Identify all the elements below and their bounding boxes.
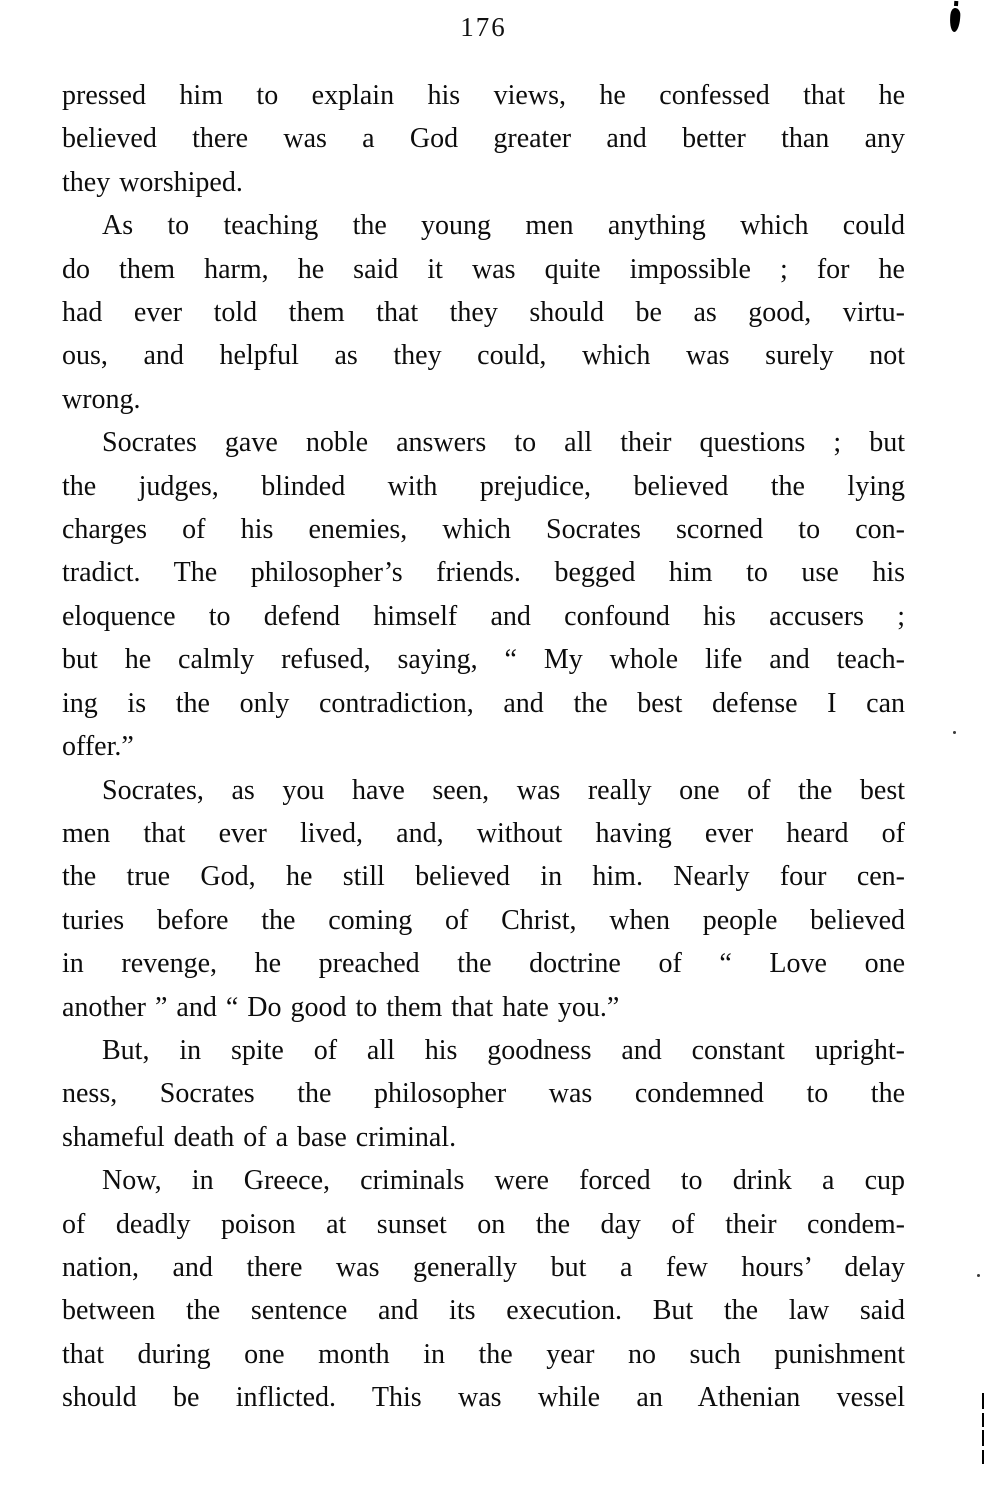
text-line: of deadly poison at sunset on the day of their condem- [62, 1208, 905, 1240]
text-line: the true God, he still believed in him. Nearly four cen- [62, 861, 905, 893]
text-line: ous, and helpful as they could, which was surely not [62, 340, 905, 372]
text-line: ing is the only contradiction, and the best defense I can [62, 687, 905, 719]
text-line: wrong. [62, 383, 141, 415]
text-line: had ever told them that they should be as good, virtu- [62, 297, 905, 329]
text-line: Socrates gave noble answers to all their questions ; but [102, 427, 905, 459]
text-line: But, in spite of all his goodness and constant upright- [102, 1034, 905, 1066]
text-line: pressed him to explain his views, he confessed that he [62, 80, 905, 111]
text-line: charges of his enemies, which Socrates scorned to con- [62, 514, 905, 546]
ink-blot-artifact [949, 8, 961, 33]
text-line: shameful death of a base criminal. [62, 1121, 457, 1153]
scan-line-artifact [982, 1393, 984, 1467]
text-line: nation, and there was generally but a few hours’ delay [62, 1251, 905, 1283]
text-line: turies before the coming of Christ, when people believed [62, 904, 905, 936]
text-line: should be inflicted. This was while an Athenian vessel [62, 1382, 905, 1414]
text-line: Socrates, as you have seen, was really one of the best [102, 774, 905, 806]
ink-speck [953, 731, 956, 734]
ink-speck [977, 1274, 980, 1277]
text-line: As to teaching the young men anything which could [102, 210, 905, 242]
text-line: that during one month in the year no such punishment [62, 1338, 905, 1370]
text-line: they worshiped. [62, 166, 243, 198]
page-number: 176 [460, 12, 507, 42]
text-line: in revenge, he preached the doctrine of “ Love one [62, 948, 905, 980]
text-line: do them harm, he said it was quite impossible ; for he [62, 253, 905, 285]
text-line: eloquence to defend himself and confound his accusers ; [62, 600, 905, 632]
text-line: but he calmly refused, saying, “ My whole life and teach- [62, 644, 905, 676]
text-line: ness, Socrates the philosopher was condemned to the [62, 1078, 905, 1110]
text-line: another ” and “ Do good to them that hate you.” [62, 991, 620, 1023]
text-line: Now, in Greece, criminals were forced to drink a cup [102, 1165, 905, 1197]
text-line: tradict. The philosopher’s friends. begged him to use his [62, 557, 905, 589]
text-line: believed there was a God greater and better than any [62, 123, 905, 155]
text-line: men that ever lived, and, without having ever heard of [62, 817, 905, 849]
text-line: offer.” [62, 731, 134, 763]
text-line: between the sentence and its execution. But the law said [62, 1295, 905, 1327]
text-block [62, 74, 905, 1420]
text-line: the judges, blinded with prejudice, believed the lying [62, 470, 905, 502]
